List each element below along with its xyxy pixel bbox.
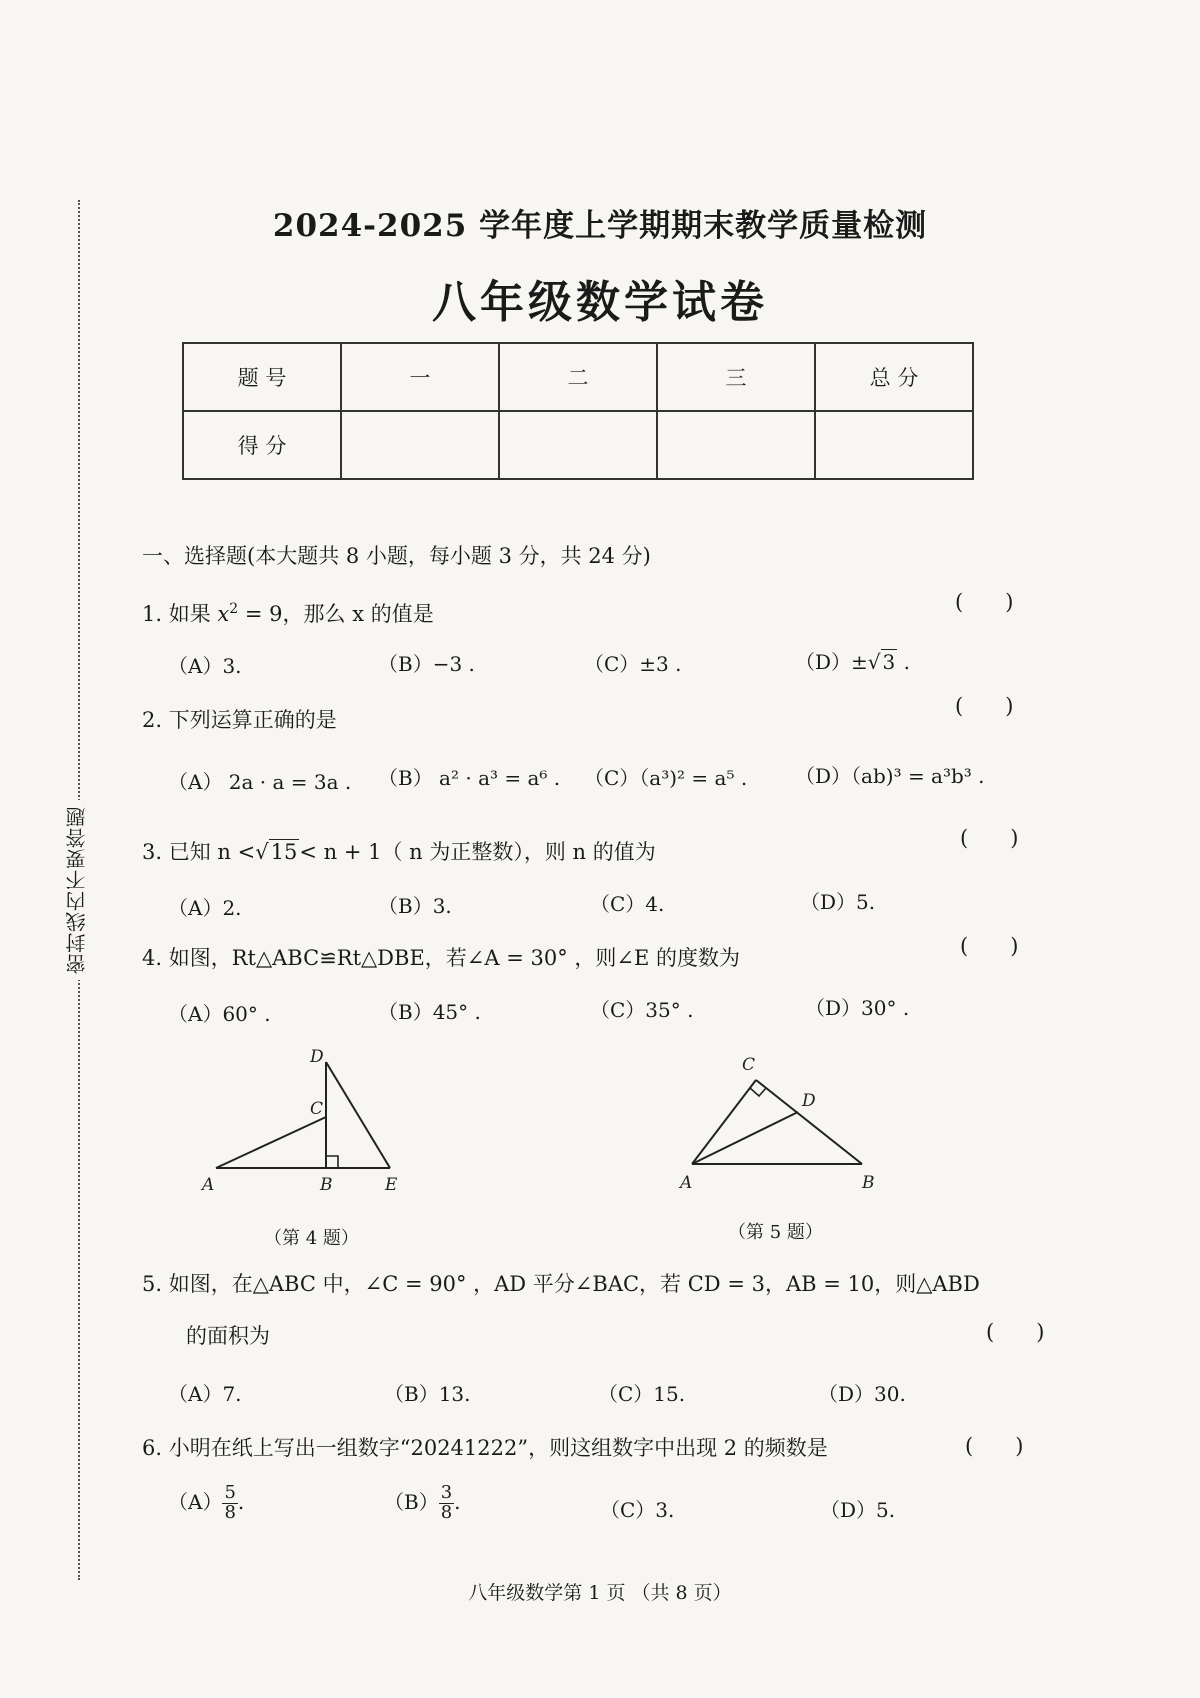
q3-option-a: （A）2. <box>168 896 242 920</box>
score-header-part3: 三 <box>657 343 815 411</box>
figure-4-caption: （第 4 题） <box>264 1228 359 1249</box>
q2-option-d: （D）（ab)³ = a³b³ . <box>795 764 985 788</box>
q6-option-d: （D）5. <box>820 1498 896 1522</box>
answer-paren-4[interactable]: ( ) <box>960 934 1019 958</box>
fig4-label-d: D <box>310 1047 324 1067</box>
figure-5 <box>670 1050 930 1200</box>
q5-option-a: （A）7. <box>168 1382 242 1406</box>
answer-paren-1[interactable]: ( ) <box>955 590 1014 614</box>
question-1: 1. 如果 $x^2 = 9$，那么 x 的值是 <box>142 601 434 626</box>
question-5 <box>142 1268 980 1298</box>
q4-option-c: （C）35° . <box>590 998 694 1022</box>
q2-option-b: （B） a² · a³ = a⁶ . <box>378 766 561 790</box>
q3-option-b: （B）3. <box>378 894 452 918</box>
question-stem-pre: 如果 <box>168 602 211 626</box>
score-cell-part1[interactable] <box>341 411 499 479</box>
answer-paren-2[interactable]: ( ) <box>955 694 1014 718</box>
q4-option-a: （A）60° . <box>168 1002 271 1026</box>
q1-option-c: （C）±3 . <box>584 652 682 676</box>
fig5-label-a: A <box>680 1173 693 1193</box>
question-stem: 下列运算正确的是 <box>168 708 337 732</box>
figure-4 <box>180 1040 440 1210</box>
q5-option-b: （B）13. <box>384 1382 471 1406</box>
question-3: 3. 已知 n <√15< n + 1（ n 为正整数），则 n 的值为 <box>142 840 656 864</box>
fig4-line-de <box>326 1062 390 1168</box>
question-number: 3. <box>142 840 163 864</box>
q6-option-a-fraction: $\frac{5}{8}$ <box>224 1482 236 1523</box>
seal-line-note: 密封线内不要答题 <box>62 800 94 980</box>
q3-option-d: （D）5. <box>800 890 876 914</box>
exam-subtitle: 八年级数学试卷 <box>432 277 768 328</box>
q3-option-c: （C）4. <box>590 892 665 916</box>
question-4 <box>142 942 740 972</box>
score-cell-total[interactable] <box>815 411 973 479</box>
question-number: 1. <box>142 602 163 626</box>
figure-5-caption: （第 5 题） <box>728 1222 823 1243</box>
fig4-right-angle-mark <box>326 1156 338 1168</box>
fig5-label-b: B <box>862 1173 875 1193</box>
fig4-label-b: B <box>320 1175 333 1195</box>
question-number: 4. <box>142 946 163 970</box>
fig4-line-ac <box>216 1117 326 1168</box>
question-stem-post: ，那么 x 的值是 <box>282 602 434 626</box>
fig4-label-a: A <box>202 1175 215 1195</box>
q6-option-b: （B） $\frac{3}{8}$ . <box>384 1482 461 1523</box>
section-heading: 一、选择题(本大题共 8 小题，每小题 3 分，共 24 分) <box>142 544 651 568</box>
answer-paren-5[interactable]: ( ) <box>986 1320 1045 1344</box>
q4-option-b: （B）45° . <box>378 1000 481 1024</box>
score-header-label: 题 号 <box>183 343 341 411</box>
question-number: 5. <box>142 1272 163 1296</box>
score-row-label: 得 分 <box>183 411 341 479</box>
q5-option-d: （D）30. <box>818 1382 906 1406</box>
page-footer: 八年级数学第 1 页 （共 8 页） <box>468 1582 732 1604</box>
question-number: 2. <box>142 708 163 732</box>
answer-paren-3[interactable]: ( ) <box>960 826 1019 850</box>
q6-option-b-fraction: $\frac{3}{8}$ <box>440 1482 453 1523</box>
fig5-right-angle-mark <box>750 1088 766 1096</box>
question-2 <box>142 704 337 734</box>
answer-paren-6[interactable]: ( ) <box>965 1434 1024 1458</box>
score-cell-part3[interactable] <box>657 411 815 479</box>
q5-option-c: （C）15. <box>598 1382 686 1406</box>
q2-option-c: （C）（a³)² = a⁵ . <box>584 766 748 790</box>
q1-option-a: （A）3. <box>168 654 242 678</box>
score-cell-part2[interactable] <box>499 411 657 479</box>
q1-option-d: （D）±√ 3 . <box>795 650 910 674</box>
fig4-label-c: C <box>310 1099 324 1119</box>
question-5-line2: 的面积为 <box>186 1324 270 1348</box>
fig5-label-c: C <box>742 1055 756 1075</box>
question-6 <box>142 1432 828 1462</box>
score-header-part1: 一 <box>341 343 499 411</box>
question-stem: 如图，在△ABC 中，∠C = 90° ，AD 平分∠BAC，若 CD = 3，AB = 10，则△ABD <box>168 1272 980 1296</box>
fig5-label-d: D <box>802 1091 816 1111</box>
score-header-total: 总 分 <box>815 343 973 411</box>
fig5-line-ac <box>692 1080 756 1164</box>
question-stem: 小明在纸上写出一组数字“20241222”，则这组数字中出现 2 的频数是 <box>168 1436 828 1460</box>
q1-option-b: （B）−3 . <box>378 652 475 676</box>
q6-option-c: （C）3. <box>600 1498 675 1522</box>
exam-title: 2024-2025 学年度上学期期末教学质量检测 <box>272 208 928 244</box>
score-table <box>182 342 974 480</box>
q2-option-a: （A） 2a · a = 3a . <box>168 770 352 794</box>
q6-option-a: （A） $\frac{5}{8}$ . <box>168 1482 245 1523</box>
q4-option-d: （D）30° . <box>805 996 910 1020</box>
question-stem: 如图，Rt△ABC≌Rt△DBE，若∠A = 30° ，则∠E 的度数为 <box>168 946 740 970</box>
score-header-part2: 二 <box>499 343 657 411</box>
fig5-line-ad <box>692 1112 798 1164</box>
fig4-label-e: E <box>385 1175 398 1195</box>
question-number: 6. <box>142 1436 163 1460</box>
